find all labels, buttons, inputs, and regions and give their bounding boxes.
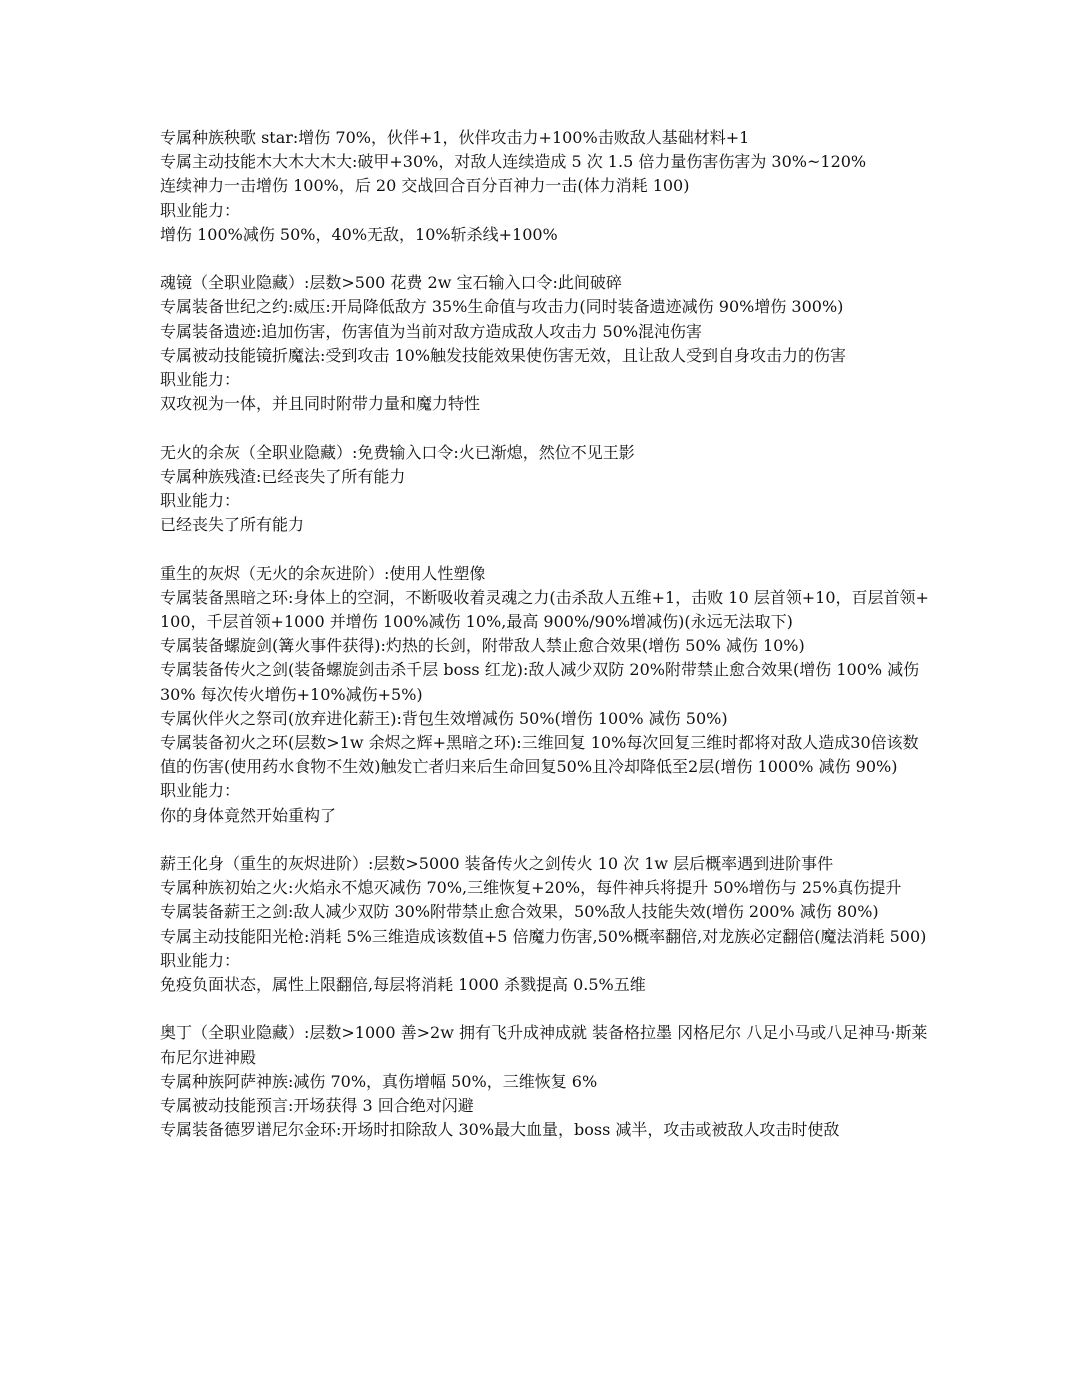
- text-line: 专属伙伴火之祭司(放弃进化薪王):背包生效增减伤 50%(增伤 100% 减伤 50%): [160, 708, 728, 728]
- text-line: 专属种族阿萨神族:减伤 70%，真伤增幅 50%，三维恢复 6%: [160, 1071, 598, 1091]
- text-line: 奥丁（全职业隐藏）:层数>1000 善>2w 拥有飞升成神成就 装备格拉墨 冈格尼尔 八足小马或八足神马·斯莱布尼尔进神殿: [160, 1023, 928, 1067]
- text-line: 专属装备世纪之约:威压:开局降低敌方 35%生命值与攻击力(同时装备遗迹减伤 90%增伤 300%): [160, 297, 844, 317]
- text-line: 专属种族初始之火:火焰永不熄灭减伤 70%,三维恢复+20%，每件神兵将提升 50%增伤与 25%真伤提升: [160, 878, 902, 898]
- text-line: 专属种族秧歌 star:增伤 70%，伙伴+1，伙伴攻击力+100%击败敌人基础材料+1: [160, 128, 750, 147]
- text-line: 你的身体竟然开始重构了: [160, 805, 337, 825]
- text-line: 增伤 100%减伤 50%，40%无敌，10%斩杀线+100%: [160, 224, 558, 244]
- text-line: 专属装备遗迹:追加伤害，伤害值为当前对敌方造成敌人攻击力 50%混沌伤害: [160, 321, 703, 341]
- text-line: 已经丧失了所有能力: [160, 515, 305, 535]
- text-line: 重生的灰烬（无火的余灰进阶）:使用人性塑像: [160, 563, 486, 583]
- document-page: [160, 126, 930, 1167]
- document-section: [160, 126, 930, 247]
- text-line: 专属装备螺旋剑(篝火事件获得):灼热的长剑，附带敌人禁止愈合效果(增伤 50% 减伤 10%): [160, 636, 805, 656]
- text-line: 专属主动技能木大木大木大:破甲+30%，对敌人连续造成 5 次 1.5 倍力量伤害伤害为 30%~120%: [160, 152, 867, 172]
- text-line: 专属种族残渣:已经丧失了所有能力: [160, 466, 406, 486]
- document-section: [160, 562, 930, 828]
- document-section: [160, 271, 930, 416]
- text-line: 职业能力：: [160, 200, 241, 220]
- text-line: 职业能力：: [160, 950, 241, 970]
- text-line: 连续神力一击增伤 100%，后 20 交战回合百分百神力一击(体力消耗 100): [160, 176, 690, 196]
- text-line: 无火的余灰（全职业隐藏）:免费输入口令:火已渐熄，然位不见王影: [160, 442, 635, 462]
- text-line: 专属装备初火之环(层数>1w 余烬之辉+黑暗之环):三维回复 10%每次回复三维时都将对敌人造成30倍该数值的伤害(使用药水食物不生效)触发亡者归来后生命回复50%且冷却降低至2层(增伤 1000% 减伤 90%): [160, 733, 919, 777]
- text-line: 专属被动技能预言:开场获得 3 回合绝对闪避: [160, 1096, 474, 1116]
- text-line: 专属主动技能阳光枪:消耗 5%三维造成该数值+5 倍魔力伤害,50%概率翻倍,对龙族必定翻倍(魔法消耗 500): [160, 926, 927, 946]
- text-line: 职业能力：: [160, 491, 241, 511]
- document-section: [160, 1021, 930, 1142]
- text-line: 免疫负面状态，属性上限翻倍,每层将消耗 1000 杀戮提高 0.5%五维: [160, 975, 646, 995]
- document-section: [160, 441, 930, 538]
- text-line: 专属被动技能镜折魔法:受到攻击 10%触发技能效果使伤害无效，且让敌人受到自身攻击力的伤害: [160, 345, 847, 365]
- text-line: 专属装备黑暗之环:身体上的空洞，不断吸收着灵魂之力(击杀敌人五维+1，击败 10 层首领+10，百层首领+100，千层首领+1000 并增伤 100%减伤 10%,最高 900%/90%增减伤)(永远无法取下): [160, 587, 929, 632]
- text-line: 职业能力：: [160, 781, 241, 801]
- text-line: 职业能力：: [160, 370, 241, 390]
- text-line: 专属装备薪王之剑:敌人减少双防 30%附带禁止愈合效果，50%敌人技能失效(增伤 200% 减伤 80%): [160, 902, 879, 922]
- document-section: [160, 852, 930, 997]
- text-line: 专属装备传火之剑(装备螺旋剑击杀千层 boss 红龙):敌人减少双防 20%附带禁止愈合效果(增伤 100% 减伤 30% 每次传火增伤+10%减伤+5%): [160, 660, 920, 704]
- text-line: 魂镜（全职业隐藏）:层数>500 花费 2w 宝石输入口令:此间破碎: [160, 273, 622, 293]
- text-line: 双攻视为一体，并且同时附带力量和魔力特性: [160, 394, 481, 414]
- text-line: 专属装备德罗谱尼尔金环:开场时扣除敌人 30%最大血量，boss 减半，攻击或被敌人攻击时使敌: [160, 1120, 840, 1140]
- text-line: 薪王化身（重生的灰烬进阶）:层数>5000 装备传火之剑传火 10 次 1w 层后概率遇到进阶事件: [160, 854, 834, 874]
